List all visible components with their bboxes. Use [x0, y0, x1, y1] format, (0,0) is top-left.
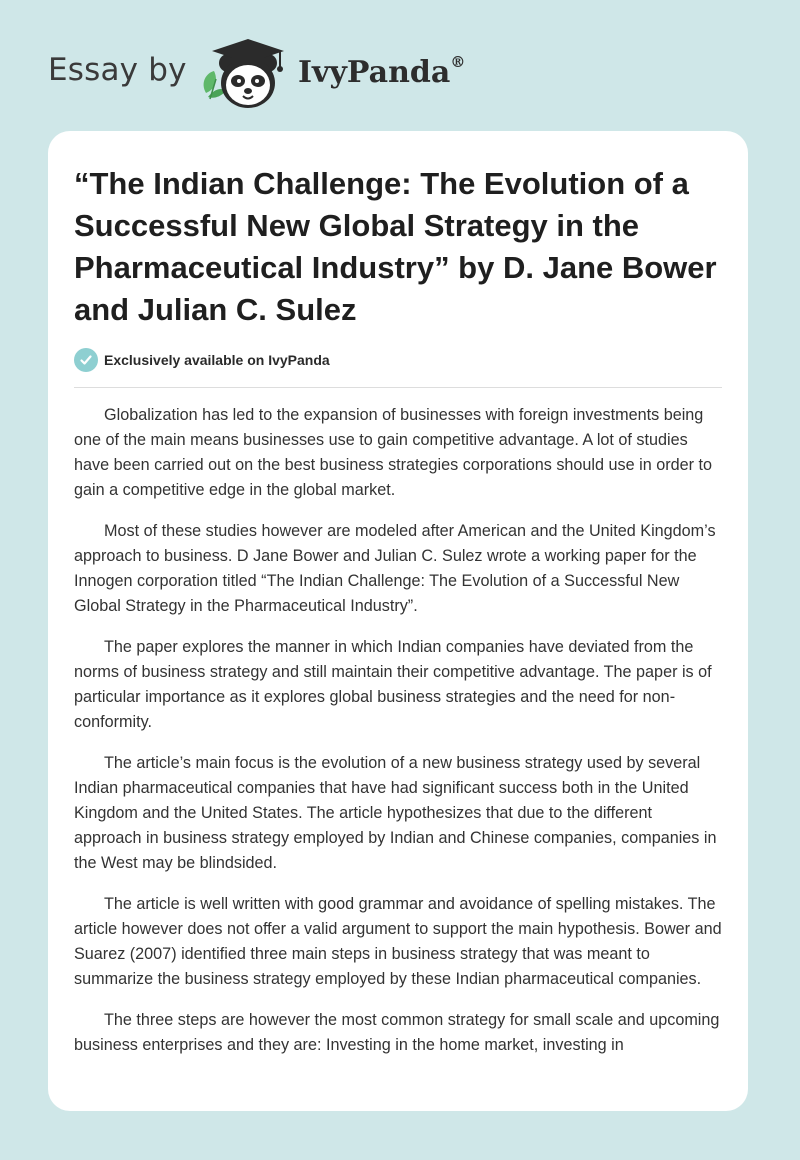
brand-name[interactable]: IvyPanda®: [298, 53, 466, 90]
paragraph: The article’s main focus is the evolution of a new business strategy used by several Indian pharmaceutical companies that have had significant success both in the United Kingdom and the United States. The article hypothesizes that due to the different approach in business strategy employed by Indian and Chinese companies, companies in the West may be blindsided.: [74, 754, 717, 872]
paragraph: The three steps are however the most common strategy for small scale and upcoming business enterprises and they are: Investing in the home market, investing in: [74, 1011, 720, 1054]
title-divider: [74, 387, 722, 388]
site-header: [0, 0, 800, 130]
registered-mark: ®: [450, 53, 466, 71]
exclusive-badge: [74, 347, 330, 373]
paragraph: Globalization has led to the expansion of businesses with foreign investments being one of the main means businesses use to gain competitive advantage. A lot of studies have been carried out on the best business strategies corporations should use in order to gain a competitive edge in the global market.: [74, 406, 712, 499]
essay-title: “The Indian Challenge: The Evolution of a Successful New Global Strategy in the Pharmaceutical Industry” by D. Jane Bower and Julian C. Sulez: [74, 166, 717, 327]
essay-body: [74, 403, 724, 1074]
essay-by-label: Essay by: [48, 52, 187, 88]
essay-card: [48, 131, 748, 1111]
paragraph: Most of these studies however are modeled after American and the United Kingdom’s approach to business. D Jane Bower and Julian C. Sulez wrote a working paper for the Innogen corporation titled “The Indian Challenge: The Evolution of a Successful New Global Strategy in the Pharmaceutical Industry”.: [74, 522, 716, 615]
paragraph: The paper explores the manner in which Indian companies have deviated from the norms of business strategy and still maintain their competitive advantage. The paper is of particular importance as it explores global business strategies and the need for non-conformity.: [74, 638, 712, 731]
check-icon: [74, 348, 98, 372]
paragraph: The article is well written with good grammar and avoidance of spelling mistakes. The article however does not offer a valid argument to support the main hypothesis. Bower and Suarez (2007) identified three main steps in business strategy that was meant to summarize the business strategy employed by these Indian pharmaceutical companies.: [74, 895, 722, 988]
exclusive-label: Exclusively available on IvyPanda: [104, 352, 330, 368]
panda-graduate-logo-icon[interactable]: [198, 35, 294, 111]
